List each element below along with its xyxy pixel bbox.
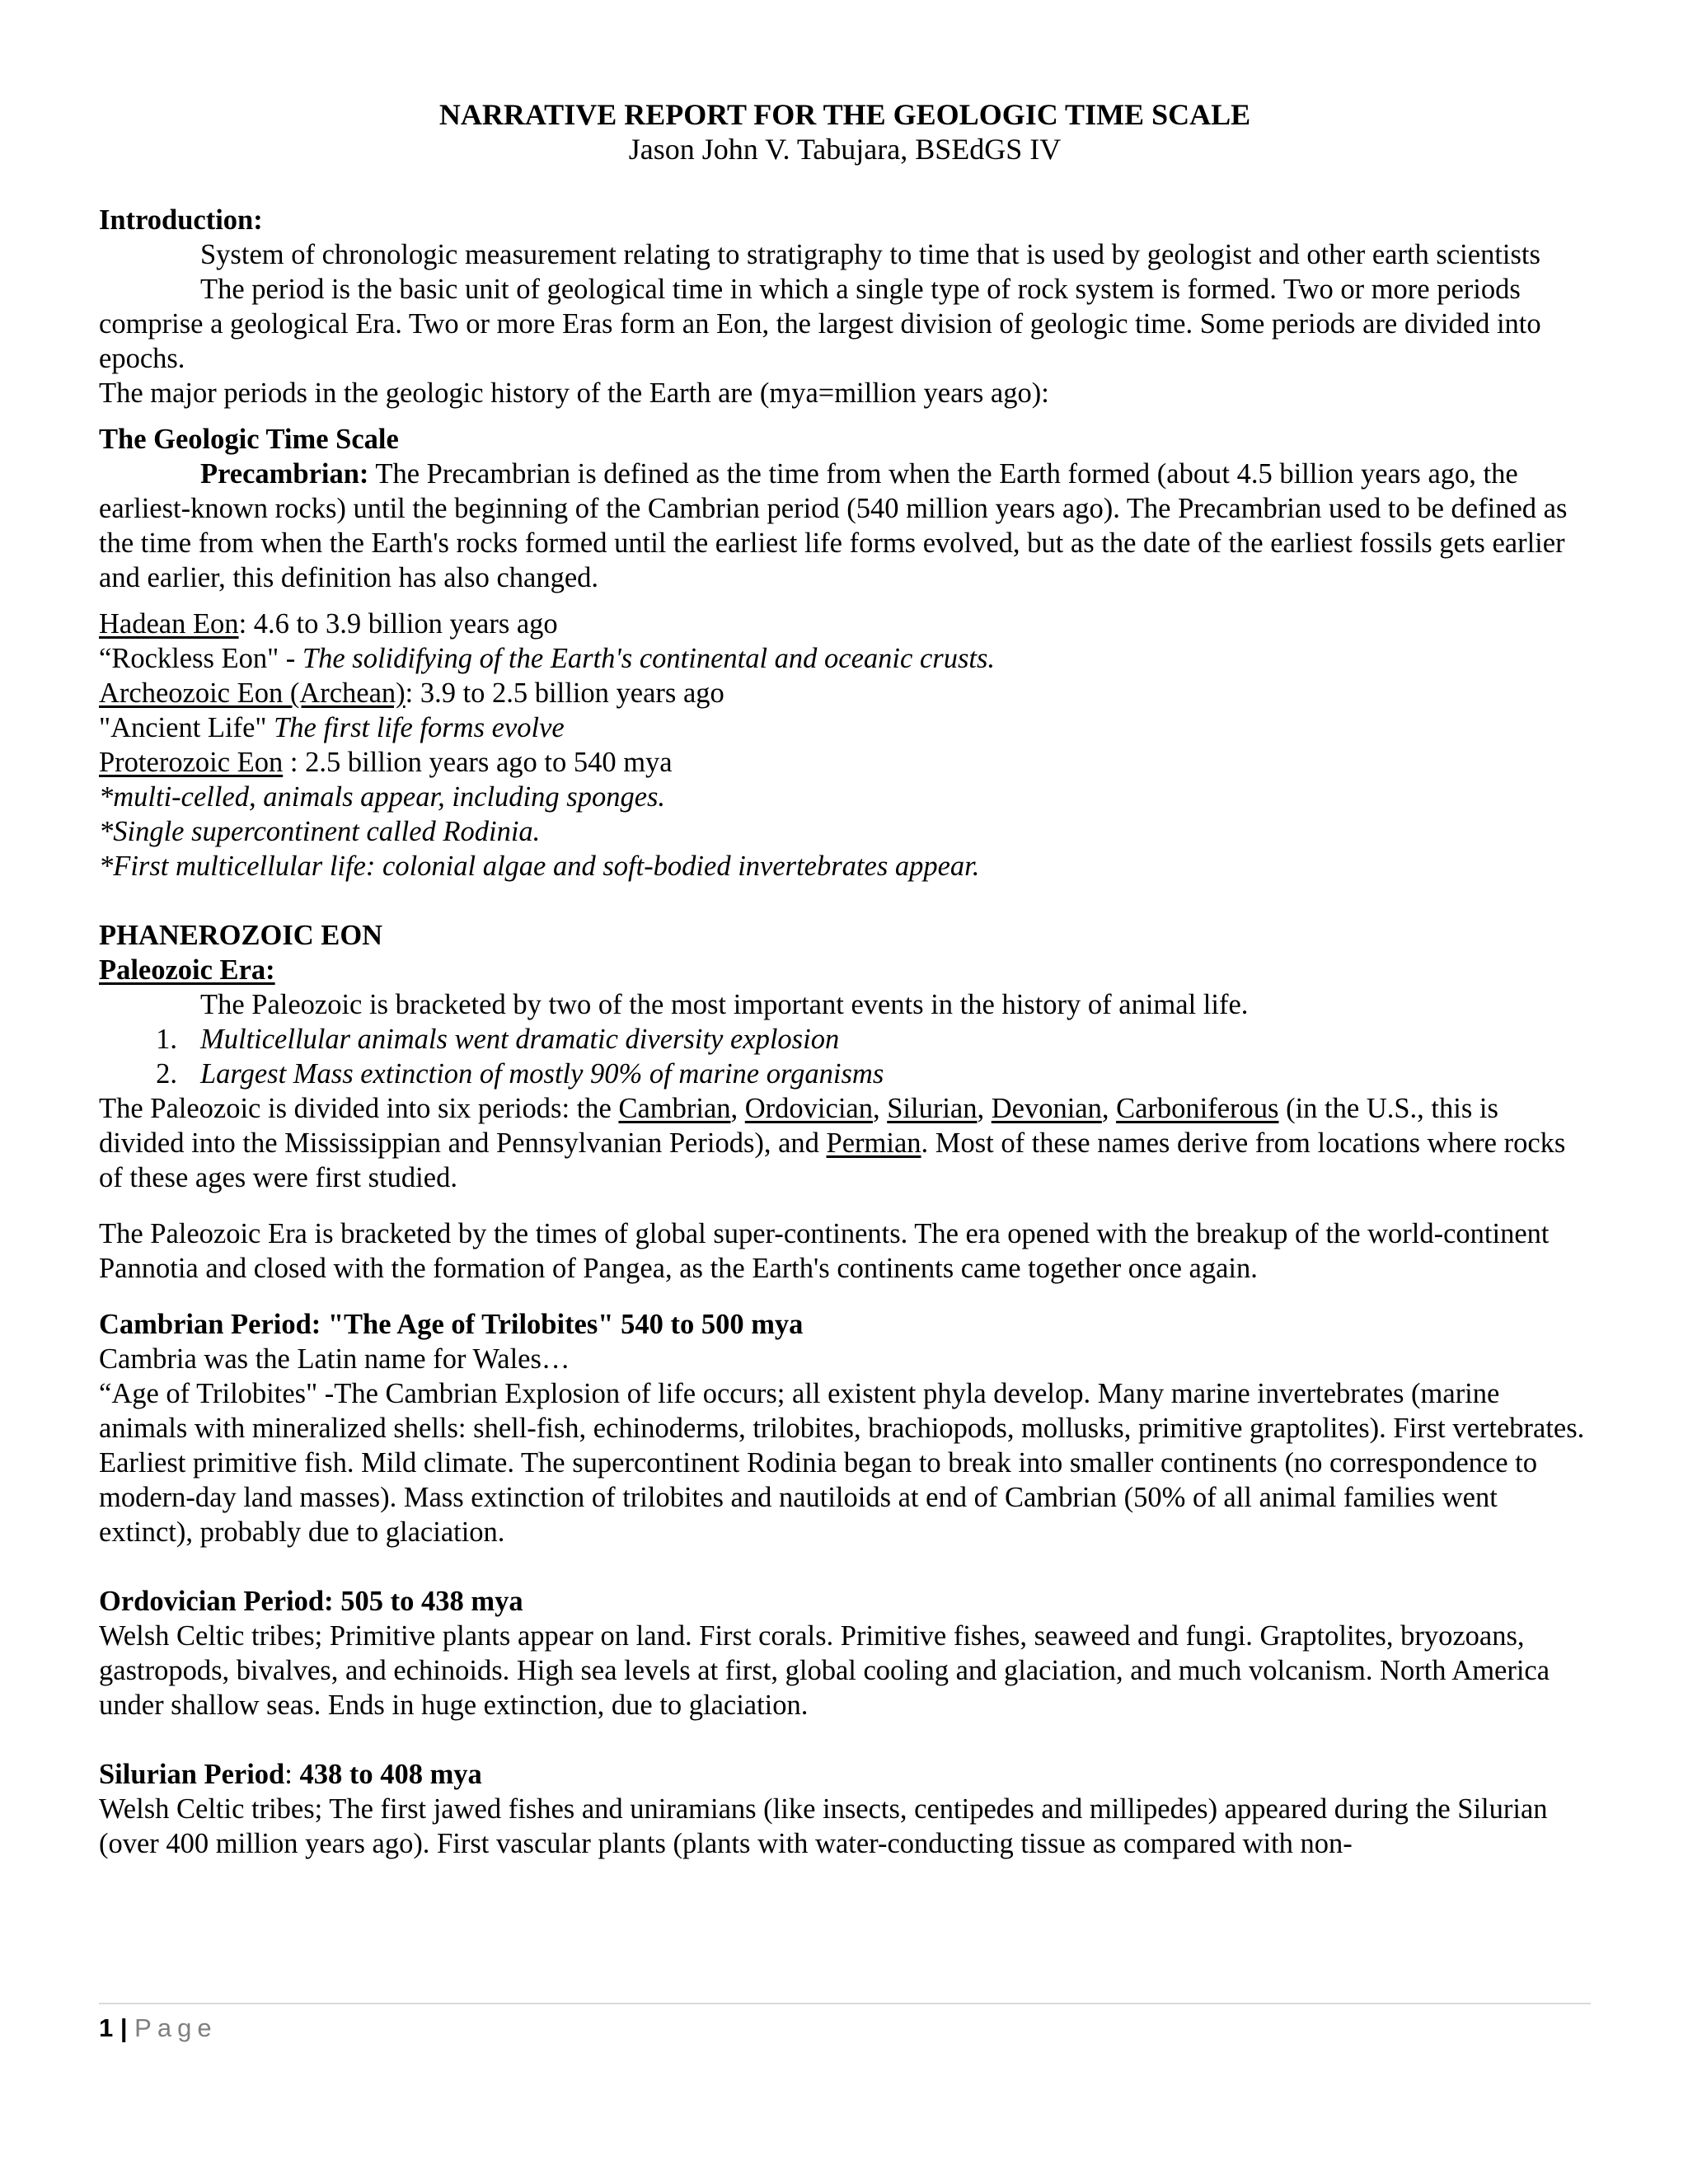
paleozoic-bracket-paragraph: The Paleozoic Era is bracketed by the times of global super-continents. The era opened with the breakup of the world-continent Pannotia and closed with the formation of Pangea, as the Earth's continents came together once again. — [99, 1218, 1550, 1284]
rockless-text: The solidifying of the Earth's continental and oceanic crusts. — [302, 643, 996, 674]
ancient-life-line — [99, 710, 1591, 745]
silurian-heading-b: : — [284, 1759, 300, 1790]
silurian-heading-a: Silurian Period — [99, 1759, 285, 1790]
periods-text-c: . Most of these names derive from locations where rocks of these ages were first studied. — [99, 1127, 1566, 1193]
paleozoic-periods-paragraph — [99, 1091, 1591, 1195]
hadean-label: Hadean Eon — [99, 608, 239, 640]
document-page — [99, 0, 1591, 2184]
phanerozoic-heading: PHANEROZOIC EON — [99, 920, 383, 951]
hadean-text: : 4.6 to 3.9 billion years ago — [238, 608, 558, 640]
page-number: 1 — [99, 2013, 114, 2042]
intro-paragraph-2: The period is the basic unit of geological time in which a single type of rock system is formed. Two or more periods comprise a geological Era. Two or more Eras form an Eon, the largest division of geologic time. Some periods are divided into epochs. — [99, 274, 1541, 374]
list-text: Largest Mass extinction of mostly 90% of marine organisms — [200, 1058, 884, 1090]
carboniferous-link: Carboniferous — [1116, 1093, 1279, 1124]
ancient-label: "Ancient Life" — [99, 712, 274, 743]
proterozoic-label: Proterozoic Eon — [99, 747, 284, 778]
list-item — [99, 1022, 1591, 1057]
comma: , — [977, 1093, 992, 1124]
paleozoic-heading-text: Paleozoic Era: — [99, 954, 275, 986]
permian-link: Permian — [826, 1127, 921, 1159]
devonian-link: Devonian — [991, 1093, 1102, 1124]
paleozoic-intro: The Paleozoic is bracketed by two of the most important events in the history of animal life. — [200, 989, 1249, 1020]
proterozoic-note-1: *multi-celled, animals appear, including sponges. — [99, 781, 666, 813]
rockless-line — [99, 641, 1591, 676]
comma: , — [1101, 1093, 1117, 1124]
silurian-link: Silurian — [887, 1093, 978, 1124]
list-number: 2. — [156, 1058, 177, 1090]
periods-text-a: The Paleozoic is divided into six periods: the — [99, 1093, 619, 1124]
list-item — [99, 1057, 1591, 1091]
archean-label: Archeozoic Eon (Archean) — [99, 677, 406, 709]
document-author: Jason John V. Tabujara, BSEdGS IV — [628, 133, 1062, 166]
footer-divider — [99, 2003, 1591, 2004]
comma: , — [730, 1093, 745, 1124]
footer-separator: | — [113, 2013, 135, 2042]
ancient-text: The first life forms evolve — [274, 712, 565, 743]
document-title: NARRATIVE REPORT FOR THE GEOLOGIC TIME SCALE — [438, 98, 1251, 131]
list-text: Multicellular animals went dramatic diversity explosion — [200, 1024, 840, 1055]
silurian-heading-c: 438 to 408 mya — [299, 1759, 482, 1790]
cambrian-latin: Cambria was the Latin name for Wales… — [99, 1343, 570, 1375]
proterozoic-note-3: *First multicellular life: colonial algae and soft-bodied invertebrates appear. — [99, 851, 980, 882]
cambrian-text: “Age of Trilobites" -The Cambrian Explosion of life occurs; all existent phyla develop. Many marine invertebrates (marine animals with mineralized shells: shell-fish, echinoderms, trilobites, brachiopods, mollusks, primitive graptolites). First vertebrates. Earliest primitive fish. Mild climate. The supercontinent Rodinia began to break into smaller continents (no correspondence to modern-day land masses). Mass extinction of trilobites and nautiloids at end of Cambrian (50% of all animal families went extinct), probably due to glaciation. — [99, 1378, 1585, 1548]
page-footer — [99, 2013, 218, 2044]
document-body — [99, 203, 1591, 1861]
intro-heading: Introduction: — [99, 204, 263, 236]
intro-paragraph-1: System of chronologic measurement relating to stratigraphy to time that is used by geologist and other earth scientists — [200, 239, 1540, 270]
ordovician-text: Welsh Celtic tribes; Primitive plants appear on land. First corals. Primitive fishes, seaweed and fungi. Graptolites, bryozoans, gastropods, bivalves, and echinoids. High sea levels at first, global cooling and glaciation, and much volcanism. North America under shallow seas. Ends in huge extinction, due to glaciation. — [99, 1620, 1550, 1721]
proterozoic-note-2: *Single supercontinent called Rodinia. — [99, 816, 541, 847]
hadean-line — [99, 607, 1591, 641]
proterozoic-text: : 2.5 billion years ago to 540 mya — [283, 747, 673, 778]
ordovician-heading: Ordovician Period: 505 to 438 mya — [99, 1586, 523, 1617]
silurian-heading — [99, 1757, 1591, 1792]
periods-text-b: (in the U.S., this is divided into the Mississippian and Pennsylvanian Periods), and — [99, 1093, 1498, 1159]
precambrian-paragraph — [99, 457, 1591, 595]
page-label: Page — [134, 2013, 218, 2042]
precambrian-text: The Precambrian is defined as the time from when the Earth formed (about 4.5 billion years ago, the earliest-known rocks) until the beginning of the Cambrian period (540 million years ago). The Precambrian used to be defined as the time from when the Earth's rocks formed until the earliest life forms evolved, but as the date of the earliest fossils gets earlier and earlier, this definition has also changed. — [99, 458, 1568, 593]
intro-paragraph-3: The major periods in the geologic history of the Earth are (mya=million years ago): — [99, 377, 1049, 409]
precambrian-label: Precambrian: — [200, 458, 369, 490]
timescale-heading: The Geologic Time Scale — [99, 424, 399, 455]
list-number: 1. — [156, 1024, 177, 1055]
ordovician-link: Ordovician — [744, 1093, 873, 1124]
comma: , — [872, 1093, 888, 1124]
silurian-text: Welsh Celtic tribes; The first jawed fishes and uniramians (like insects, centipedes and millipedes) appeared during the Silurian (over 400 million years ago). First vascular plants (plants with water-conducting tissue as compared with non- — [99, 1793, 1548, 1859]
paleozoic-heading — [99, 953, 1591, 987]
proterozoic-line — [99, 745, 1591, 780]
archean-line — [99, 676, 1591, 710]
rockless-label: “Rockless Eon" - — [99, 643, 302, 674]
archean-text: : 3.9 to 2.5 billion years ago — [405, 677, 724, 709]
cambrian-link: Cambrian — [618, 1093, 731, 1124]
cambrian-heading: Cambrian Period: "The Age of Trilobites" 540 to 500 mya — [99, 1309, 804, 1340]
